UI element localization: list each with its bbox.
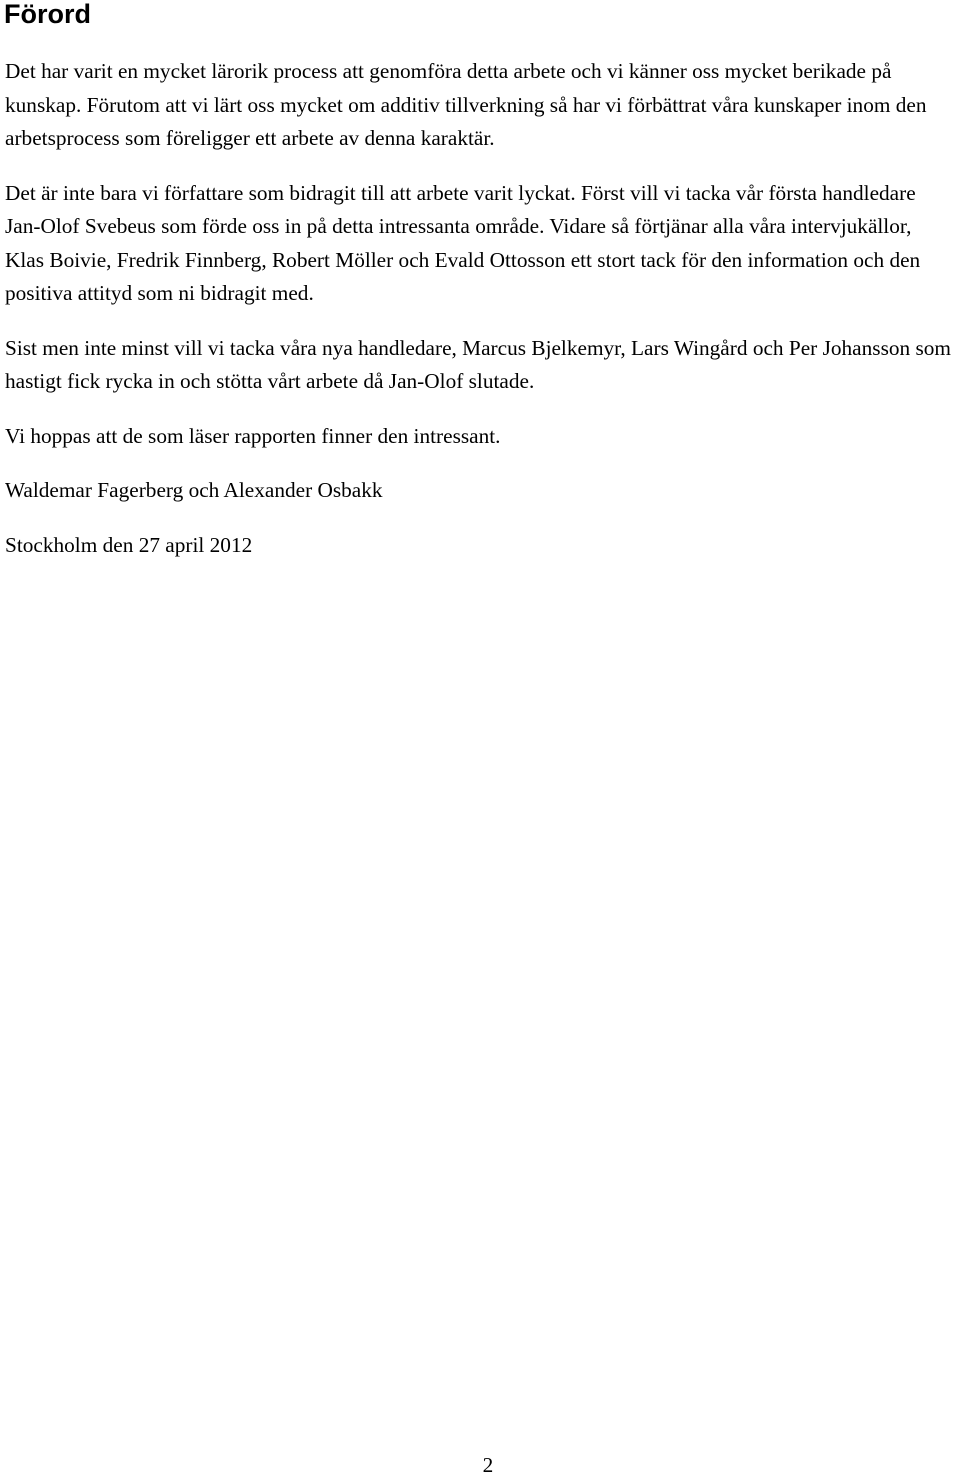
paragraph-intro: Det har varit en mycket lärorik process att genomföra detta arbete och vi känner oss mycket berikade på kunskap. Förutom att vi lärt oss mycket om additiv tillverkning så har vi förbättrat våra kunskaper inom den arbetsprocess som föreligger ett arbete av denna karaktär.	[5, 59, 927, 150]
authors-line: Waldemar Fagerberg och Alexander Osbakk	[5, 478, 383, 502]
page-title: Förord	[4, 0, 91, 29]
foreword-body	[5, 55, 955, 583]
paragraph-thanks: Det är inte bara vi författare som bidragit till att arbete varit lyckat. Först vill vi tacka vår första handledare Jan-Olof Svebeus som förde oss in på detta intressanta område. Vidare så förtjänar alla våra intervjukällor, Klas Boivie, Fredrik Finnberg, Robert Möller och Evald Ottosson ett stort tack för den information och den positiva attityd som ni bidragit med.	[5, 180, 921, 305]
place-date-line: Stockholm den 27 april 2012	[5, 532, 253, 557]
paragraph-closing: Vi hoppas att de som läser rapporten finner den intressant.	[5, 423, 501, 448]
paragraph-new-supervisors: Sist men inte minst vill vi tacka våra nya handledare, Marcus Bjelkemyr, Lars Wingård och Per Johansson som hastigt fick rycka in och stötta vårt arbete då Jan-Olof slutade.	[5, 335, 951, 393]
page-number: 2	[482, 1453, 494, 1477]
